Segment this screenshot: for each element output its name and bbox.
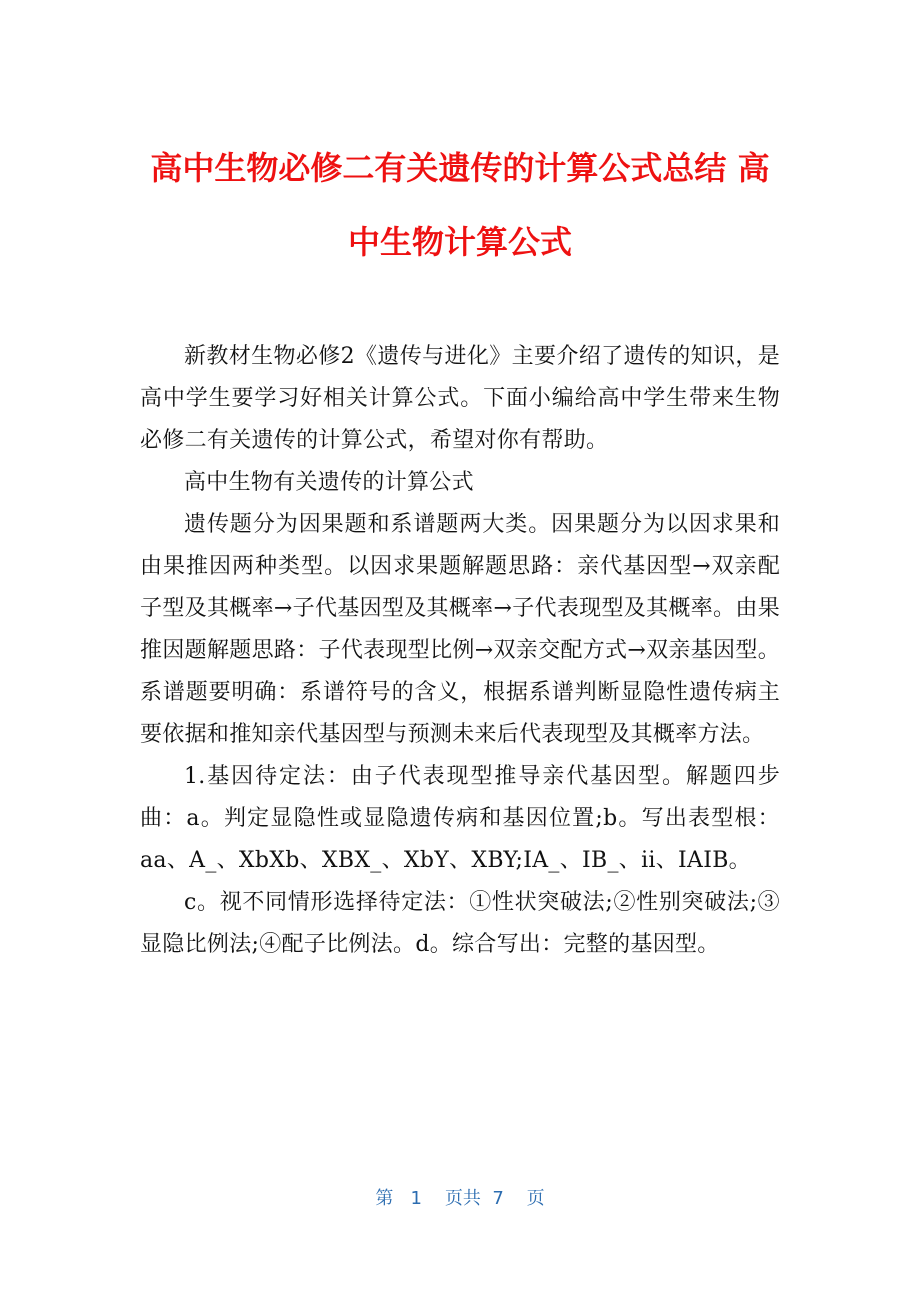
footer-label-middle: 页共 <box>444 1188 481 1209</box>
footer-label-prefix: 第 <box>375 1188 394 1209</box>
body-paragraph: 遗传题分为因果题和系谱题两大类。因果题分为以因求果和由果推因两种类型。以因求果题解题思路：亲代基因型→双亲配子型及其概率→子代基因型及其概率→子代表现型及其概率。由果推因题解题思路：子代表现型比例→双亲交配方式→双亲基因型。系谱题要明确：系谱符号的含义，根据系谱判断显隐性遗传病主要依据和推知亲代基因型与预测未来后代表现型及其概率方法。 <box>140 512 780 747</box>
footer-label-suffix: 页 <box>526 1188 545 1209</box>
body-paragraph: c。视不同情形选择待定法：①性状突破法;②性别突破法;③显隐比例法;④配子比例法。d。综合写出：完整的基因型。 <box>140 890 780 957</box>
document-body <box>140 336 780 966</box>
body-paragraph: 1.基因待定法：由子代表现型推导亲代基因型。解题四步曲：a。判定显隐性或显隐遗传病和基因位置;b。写出表型根：aa、A_、XbXb、XBX_、XbY、XBY;IA_、IB_、ii、IAIB。 <box>140 764 780 873</box>
footer-current-page: 1 <box>410 1188 422 1209</box>
page-footer <box>0 1184 920 1210</box>
intro-paragraph: 新教材生物必修2《遗传与进化》主要介绍了遗传的知识，是高中学生要学习好相关计算公式。下面小编给高中学生带来生物必修二有关遗传的计算公式，希望对你有帮助。 <box>140 344 780 453</box>
section-heading: 高中生物有关遗传的计算公式 <box>184 470 474 495</box>
document-title-line-1: 高中生物必修二有关遗传的计算公式总结 高 <box>150 149 770 187</box>
document-title-line-2: 中生物计算公式 <box>347 223 572 261</box>
footer-total-pages: 7 <box>492 1188 504 1209</box>
